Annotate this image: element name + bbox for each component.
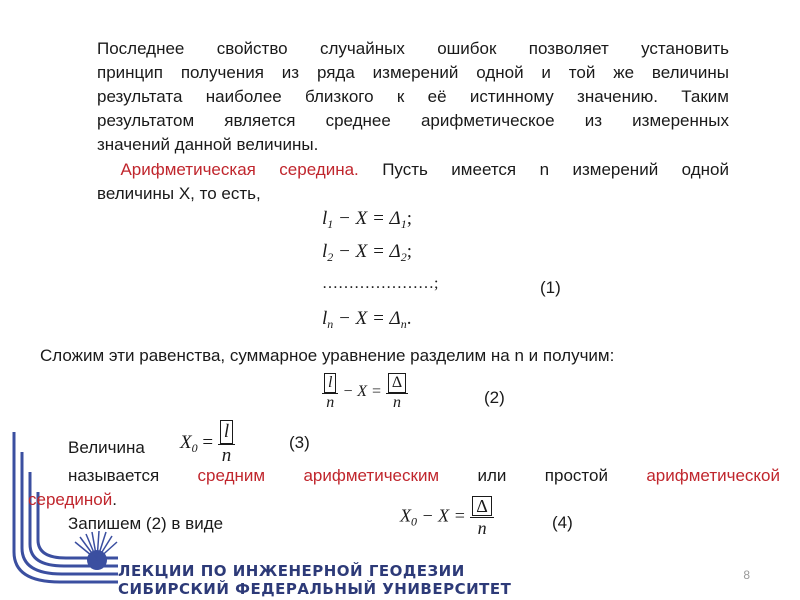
definition-paragraph (97, 158, 729, 206)
equation-label-3: (3) (289, 433, 310, 452)
intro-line-2: принцип получения из ряда измерений одной и той же величины (97, 63, 729, 82)
eq3-eq: = (197, 431, 214, 453)
eq2-frac-l (322, 373, 338, 412)
equation-1-dots (322, 275, 438, 293)
eqn-l: l (322, 308, 328, 329)
eq2-mid: − X = Δ (333, 241, 401, 262)
eq2-num1: l (328, 374, 333, 391)
eq2-den1: n (326, 394, 335, 411)
definition-line-2: величины X, то есть, (97, 184, 261, 203)
equation-label-4: (4) (552, 513, 573, 532)
page-number: 8 (743, 568, 750, 582)
write-as-sentence: Запишем (2) в виде (68, 514, 224, 533)
eq2-frac-delta (386, 373, 408, 412)
eq2-mid: − X = (338, 383, 386, 401)
called-w1: называется (68, 466, 160, 485)
eq3-num: l (223, 421, 230, 442)
intro-line-3: результата наиболее близкого к её истинному значению. Таким (97, 87, 729, 106)
equation-2 (322, 373, 408, 412)
eq2-end: ; (406, 241, 412, 262)
definition-rest: Пусть имеется n измерений одной (358, 160, 729, 179)
equation-label-2: (2) (484, 388, 505, 407)
eq1-sub: 1 (327, 217, 334, 231)
called-line (68, 466, 780, 486)
called-w4: или (477, 466, 507, 485)
called-w3: арифметическим (303, 466, 440, 485)
intro-line-4: результатом является среднее арифметическое из измеренных (97, 111, 729, 130)
eq2-l: l (322, 241, 328, 262)
eqn-mid: − X = Δ (333, 308, 401, 329)
footer-lectures-title: ЛЕКЦИИ ПО ИНЖЕНЕРНОЙ ГЕОДЕЗИИ (118, 562, 465, 580)
quantity-word: Величина (68, 438, 145, 457)
eq1-mid: − X = Δ (333, 208, 401, 229)
eq4-frac (470, 496, 494, 539)
term-arithmetic-middle: Арифметическая середина. (120, 160, 359, 179)
called-line-2 (28, 490, 117, 510)
eq3-sub: 0 (191, 440, 198, 455)
called-w5: простой (544, 466, 608, 485)
eq4-den: n (477, 518, 487, 538)
eq2-sub: 2 (327, 250, 334, 264)
intro-paragraph (97, 37, 729, 157)
eqn-rsub: n (400, 317, 407, 331)
eq3-x: X (180, 431, 192, 453)
eq1-l: l (322, 208, 328, 229)
called-w6: арифметической (646, 466, 780, 485)
eq2-rsub: 2 (400, 250, 407, 264)
eq4-x: X (400, 505, 411, 526)
called-w8: . (112, 490, 117, 509)
called-w7: серединой (28, 490, 113, 509)
eq1-rsub: 1 (400, 217, 407, 231)
footer-university-name: СИБИРСКИЙ ФЕДЕРАЛЬНЫЙ УНИВЕРСИТЕТ (118, 580, 512, 598)
called-w2: средним (197, 466, 266, 485)
eqn-end: . (406, 308, 412, 329)
equation-1b (322, 241, 412, 265)
eq3-frac (218, 420, 235, 467)
intro-line-5: значений данной величины. (97, 135, 319, 154)
eqn-sub: n (327, 317, 334, 331)
eq-dots: …………………; (322, 275, 439, 292)
eq4-mid: − X = (417, 505, 471, 526)
eq2-num2: Δ (388, 373, 406, 393)
intro-line-1: Последнее свойство случайных ошибок позволяет установить (97, 39, 729, 58)
equation-1a (322, 208, 412, 232)
eq4-num: Δ (472, 496, 492, 516)
definition-line-1 (97, 158, 729, 182)
eq4-sub: 0 (411, 514, 417, 529)
eq3-den: n (221, 445, 232, 466)
equation-3 (180, 420, 235, 467)
equation-4 (400, 496, 494, 539)
equation-1n (322, 308, 411, 332)
eq1-end: ; (406, 208, 412, 229)
eq2-den2: n (392, 394, 401, 411)
equation-label-1: (1) (540, 278, 561, 297)
sum-sentence: Сложим эти равенства, суммарное уравнение разделим на n и получим: (40, 346, 615, 365)
